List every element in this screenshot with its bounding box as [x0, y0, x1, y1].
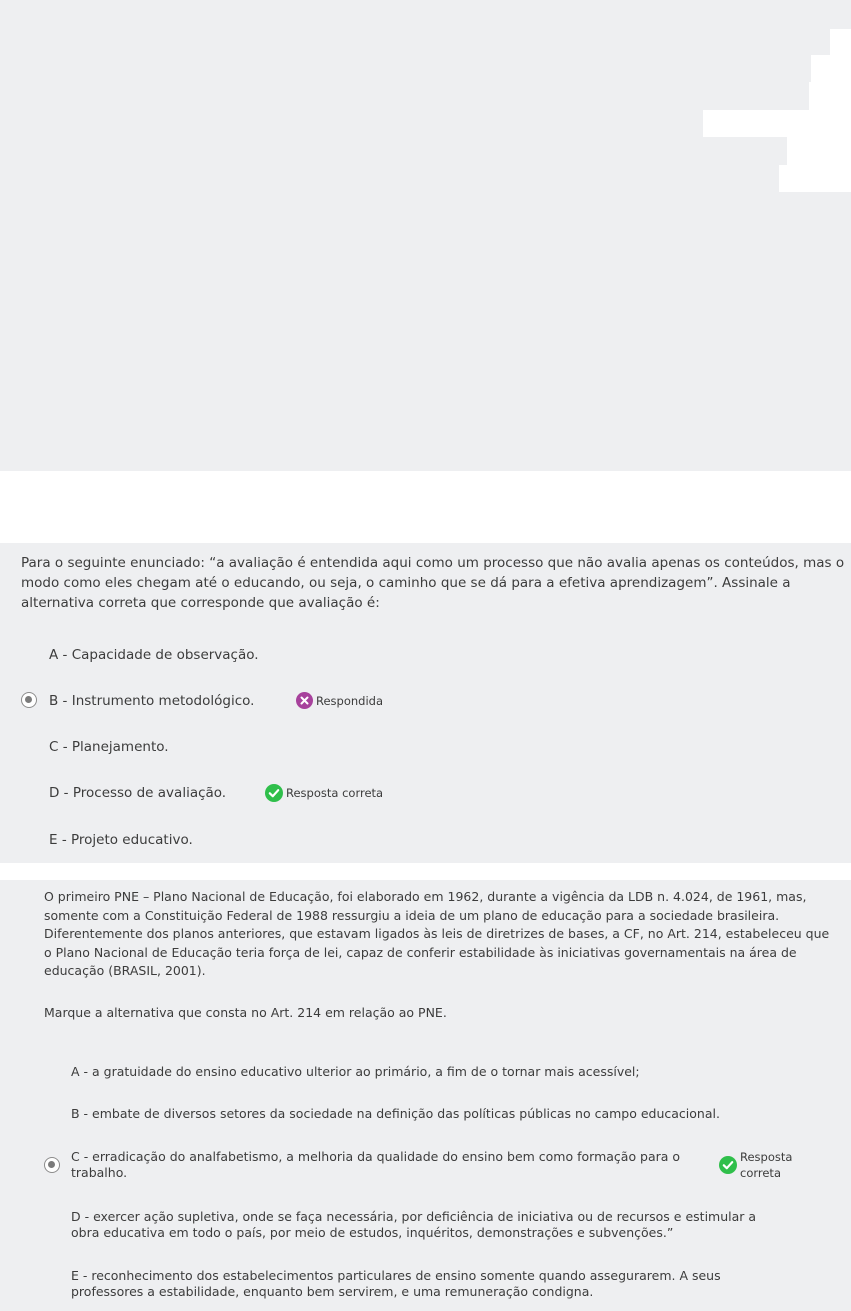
question-1-option-b[interactable]: B - Instrumento metodológico.: [49, 693, 255, 709]
correct-answer-label: Resposta correta: [740, 1150, 793, 1180]
answered-badge: [296, 692, 383, 709]
answered-label: Respondida: [316, 693, 384, 708]
question-1-panel: [0, 543, 851, 863]
question-1-option-d[interactable]: D - Processo de avaliação.: [49, 785, 227, 801]
panel-notch: [830, 29, 851, 55]
question-1-option-e[interactable]: E - Projeto educativo.: [49, 832, 193, 848]
question-2-instruction: Marque a alternativa que consta no Art. 214 em relação ao PNE.: [44, 1005, 447, 1020]
panel-notch: [811, 55, 851, 82]
image-placeholder-panel: [0, 0, 851, 471]
panel-notch: [703, 110, 851, 137]
question-2-option-b[interactable]: B - embate de diversos setores da sociedade na definição das políticas públicas no campo educacional.: [71, 1106, 720, 1121]
check-circle-icon: [265, 784, 283, 802]
question-2-stem: O primeiro PNE – Plano Nacional de Educação, foi elaborado em 1962, durante a vigência da LDB n. 4.024, de 1961, mas, somente com a Constituição Federal de 1988 ressurgiu a ideia de um plano de educação para a sociedade brasileira. Diferentemente dos planos anteriores, que estavam ligados às leis de diretrizes de bases, a CF, no Art. 214, estabeleceu que o Plano Nacional de Educação teria força de lei, capaz de conferir estabilidade às iniciativas governamentais na área de educação (BRASIL, 2001).: [44, 889, 830, 978]
x-circle-icon: [296, 692, 313, 709]
question-2-panel: [0, 880, 851, 1311]
question-1-stem: Para o seguinte enunciado: “a avaliação é entendida aqui como um processo que não avalia apenas os conteúdos, mas o modo como eles chegam até o educando, ou seja, o caminho que se dá para a efetiva aprendizagem”. Assinale a alternativa correta que corresponde que avaliação é:: [21, 555, 845, 611]
panel-notch: [787, 137, 851, 165]
correct-answer-badge: [719, 1149, 799, 1181]
correct-answer-badge: [265, 784, 383, 802]
question-1-selected-radio[interactable]: [21, 692, 37, 708]
question-1-option-c[interactable]: C - Planejamento.: [49, 739, 169, 755]
question-1-option-a[interactable]: A - Capacidade de observação.: [49, 647, 259, 663]
question-2-option-a[interactable]: A - a gratuidade do ensino educativo ulterior ao primário, a fim de o tornar mais acessível;: [71, 1064, 640, 1079]
panel-notch: [779, 165, 851, 192]
question-2-selected-radio[interactable]: [44, 1157, 60, 1173]
question-2-option-d[interactable]: D - exercer ação supletiva, onde se faça necessária, por deficiência de iniciativa ou de recursos e estimular a obra educativa em todo o país, por meio de estudos, inquéritos, demonstrações e subvenções.”: [71, 1209, 757, 1240]
panel-notch: [809, 82, 851, 110]
question-2-option-c[interactable]: C - erradicação do analfabetismo, a melhoria da qualidade do ensino bem como formação para o trabalho.: [71, 1149, 681, 1180]
check-circle-icon: [719, 1156, 737, 1174]
correct-answer-label: Resposta correta: [286, 786, 384, 800]
question-2-option-e[interactable]: E - reconhecimento dos estabelecimentos particulares de ensino somente quando assegurarem. A seus professores a estabilidade, enquanto bem servirem, e uma remuneração condigna.: [71, 1268, 721, 1299]
